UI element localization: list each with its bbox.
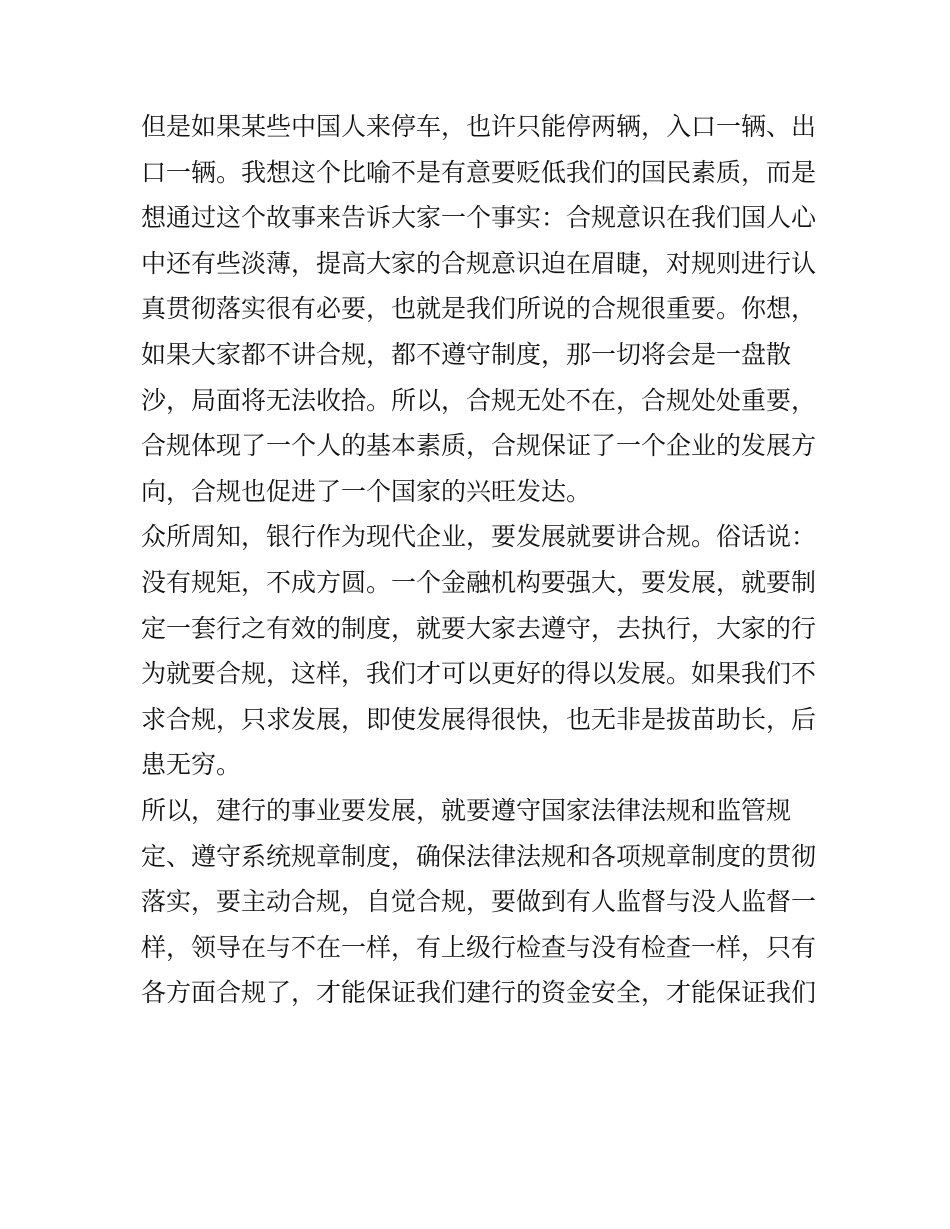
text-line: 定、遵守系统规章制度，确保法律法规和各项规章制度的贯彻	[141, 841, 817, 871]
text-line: 口一辆。我想这个比喻不是有意要贬低我们的国民素质，而是	[141, 157, 817, 187]
text-line: 真贯彻落实很有必要，也就是我们所说的合规很重要。你想，	[141, 294, 817, 324]
text-line: 想通过这个故事来告诉大家一个事实：合规意识在我们国人心	[141, 203, 817, 233]
text-line: 各方面合规了，才能保证我们建行的资金安全，才能保证我们	[141, 978, 817, 1008]
text-line: 向，合规也促进了一个国家的兴旺发达。	[141, 476, 592, 506]
text-line: 为就要合规，这样，我们才可以更好的得以发展。如果我们不	[141, 659, 817, 689]
text-line: 沙，局面将无法收拾。所以，合规无处不在，合规处处重要，	[141, 385, 817, 415]
text-line: 定一套行之有效的制度，就要大家去遵守，去执行，大家的行	[141, 613, 817, 643]
text-line: 合规体现了一个人的基本素质，合规保证了一个企业的发展方	[141, 431, 817, 461]
body-text	[141, 104, 821, 1016]
text-line: 所以，建行的事业要发展，就要遵守国家法律法规和监管规	[141, 795, 792, 825]
text-line: 如果大家都不讲合规，都不遵守制度，那一切将会是一盘散	[141, 339, 792, 369]
text-line: 没有规矩，不成方圆。一个金融机构要强大，要发展，就要制	[141, 567, 817, 597]
text-line: 求合规，只求发展，即使发展得很快，也无非是拔苗助长，后	[141, 704, 817, 734]
text-line: 落实，要主动合规，自觉合规，要做到有人监督与没人监督一	[141, 887, 817, 917]
text-line: 患无穷。	[141, 750, 242, 780]
text-line: 样，领导在与不在一样，有上级行检查与没有检查一样，只有	[141, 932, 817, 962]
text-line: 但是如果某些中国人来停车，也许只能停两辆，入口一辆、出	[141, 112, 817, 141]
text-line: 众所周知，银行作为现代企业，要发展就要讲合规。俗话说：	[141, 522, 817, 552]
text-line: 中还有些淡薄，提高大家的合规意识迫在眉睫，对规则进行认	[141, 248, 817, 278]
